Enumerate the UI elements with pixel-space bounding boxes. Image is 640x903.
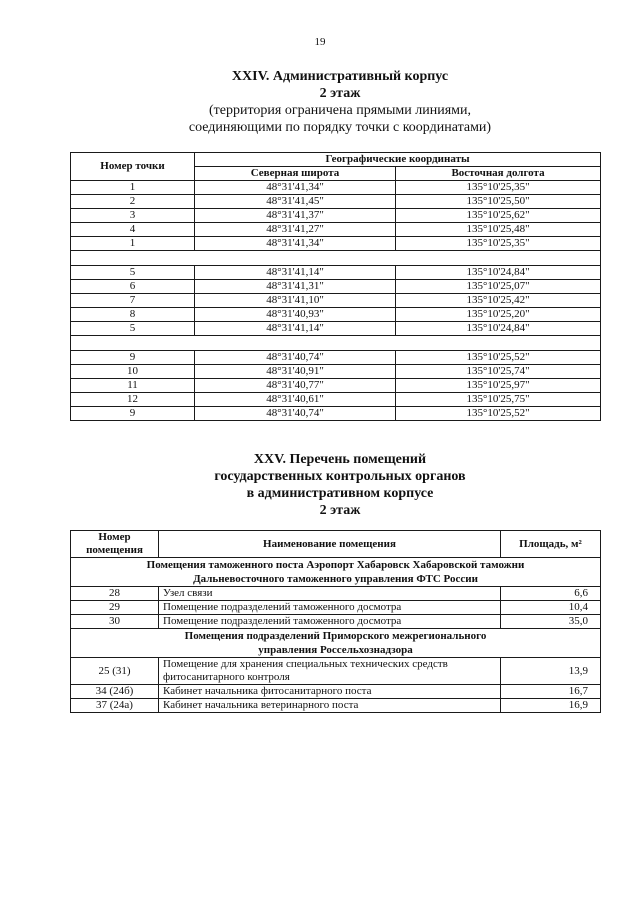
lat-cell: 48°31'41,10": [195, 294, 396, 308]
table-row: [71, 407, 601, 421]
room-area-cell: 35,0: [501, 615, 601, 629]
table-row: [71, 237, 601, 251]
table-row: [71, 294, 601, 308]
lat-cell: 48°31'41,14": [195, 266, 396, 280]
room-number-cell: 29: [71, 601, 159, 615]
lon-cell: 135°10'25,50": [396, 195, 601, 209]
room-name-cell: Кабинет начальника фитосанитарного поста: [159, 685, 501, 699]
section-24-note-line1: (территория ограничена прямыми линиями,: [208, 103, 472, 118]
group-separator: [71, 251, 601, 266]
table-row: [71, 393, 601, 407]
room-name-cell: [159, 658, 501, 685]
section-25-heading: [0, 451, 640, 519]
lat-cell: 48°31'40,74": [195, 407, 396, 421]
lon-cell: 135°10'25,48": [396, 223, 601, 237]
lat-cell: 48°31'41,14": [195, 322, 396, 336]
page-number: 19: [314, 36, 326, 48]
room-number-cell: 34 (24б): [71, 685, 159, 699]
point-cell: 4: [71, 223, 195, 237]
lon-cell: 135°10'25,62": [396, 209, 601, 223]
table-row: [71, 699, 601, 713]
table-row: [71, 615, 601, 629]
section-25-floor: 2 этаж: [319, 503, 361, 518]
room-name-line2: фитосанитарного контроля: [163, 671, 290, 683]
section-title-line2: Дальневосточного таможенного управления ФТС России: [193, 573, 478, 585]
room-area-cell: 13,9: [501, 658, 601, 685]
section-24-note-line2: соединяющими по порядку точки с координатами): [188, 120, 492, 135]
lon-cell: 135°10'25,42": [396, 294, 601, 308]
table-row: [71, 322, 601, 336]
point-cell: 9: [71, 351, 195, 365]
table-row: [71, 587, 601, 601]
lat-cell: 48°31'41,34": [195, 181, 396, 195]
section-title-line1: Помещения таможенного поста Аэропорт Хабаровск Хабаровской таможни: [146, 559, 525, 571]
point-cell: 5: [71, 266, 195, 280]
lon-cell: 135°10'25,35": [396, 237, 601, 251]
point-cell: 8: [71, 308, 195, 322]
separator-cell: [71, 336, 601, 351]
col-room-number-line2: помещения: [86, 544, 143, 556]
lon-cell: 135°10'25,20": [396, 308, 601, 322]
separator-cell: [71, 251, 601, 266]
room-number-cell: 37 (24а): [71, 699, 159, 713]
section-row: [71, 629, 601, 658]
col-geo-header: Географические координаты: [195, 153, 601, 167]
col-point-header: Номер точки: [71, 153, 195, 181]
lat-cell: 48°31'41,37": [195, 209, 396, 223]
section-title-line1: Помещения подразделений Приморского межрегионального: [184, 630, 487, 642]
section-24-floor: 2 этаж: [319, 86, 361, 101]
lat-cell: 48°31'41,34": [195, 237, 396, 251]
room-number-cell: 30: [71, 615, 159, 629]
room-area-cell: 10,4: [501, 601, 601, 615]
section-title-rosselkhoznadzor: [71, 629, 601, 658]
point-cell: 7: [71, 294, 195, 308]
room-name-line1: Помещение для хранения специальных технических средств: [163, 658, 448, 670]
lat-cell: 48°31'41,31": [195, 280, 396, 294]
lon-cell: 135°10'25,52": [396, 407, 601, 421]
col-lon-header: Восточная долгота: [396, 167, 601, 181]
table-row: [71, 308, 601, 322]
point-cell: 2: [71, 195, 195, 209]
table-row: [71, 280, 601, 294]
table-row: [71, 379, 601, 393]
point-cell: 6: [71, 280, 195, 294]
room-area-cell: 6,6: [501, 587, 601, 601]
lon-cell: 135°10'25,07": [396, 280, 601, 294]
section-25-line3: в административном корпусе: [246, 486, 434, 501]
point-cell: 9: [71, 407, 195, 421]
lat-cell: 48°31'40,77": [195, 379, 396, 393]
rooms-table: [70, 530, 601, 713]
point-cell: 3: [71, 209, 195, 223]
point-cell: 10: [71, 365, 195, 379]
point-cell: 11: [71, 379, 195, 393]
lat-cell: 48°31'41,45": [195, 195, 396, 209]
room-area-cell: 16,7: [501, 685, 601, 699]
lon-cell: 135°10'25,74": [396, 365, 601, 379]
col-room-number-header: [71, 531, 159, 558]
lon-cell: 135°10'24,84": [396, 266, 601, 280]
room-name-cell: Помещение подразделений таможенного досмотра: [159, 601, 501, 615]
section-25-line1: XXV. Перечень помещений: [253, 452, 427, 467]
section-title-customs: [71, 558, 601, 587]
room-area-cell: 16,9: [501, 699, 601, 713]
section-24-heading: [0, 68, 640, 136]
lat-cell: 48°31'40,93": [195, 308, 396, 322]
section-25-line2: государственных контрольных органов: [214, 469, 466, 484]
lon-cell: 135°10'25,97": [396, 379, 601, 393]
lat-cell: 48°31'40,61": [195, 393, 396, 407]
col-room-name-header: Наименование помещения: [159, 531, 501, 558]
lon-cell: 135°10'25,35": [396, 181, 601, 195]
lat-cell: 48°31'40,91": [195, 365, 396, 379]
table-row: [71, 223, 601, 237]
lat-cell: 48°31'40,74": [195, 351, 396, 365]
lon-cell: 135°10'25,52": [396, 351, 601, 365]
point-cell: 12: [71, 393, 195, 407]
group-separator: [71, 336, 601, 351]
coordinates-table: [70, 152, 601, 421]
table-row: [71, 658, 601, 685]
point-cell: 1: [71, 237, 195, 251]
section-row: [71, 558, 601, 587]
col-lat-header: Северная широта: [195, 167, 396, 181]
table-row: [71, 601, 601, 615]
lat-cell: 48°31'41,27": [195, 223, 396, 237]
section-title-line2: управления Россельхознадзора: [258, 644, 413, 656]
table-row: [71, 209, 601, 223]
table-row: [71, 351, 601, 365]
lon-cell: 135°10'24,84": [396, 322, 601, 336]
room-number-cell: 25 (31): [71, 658, 159, 685]
table-row: [71, 365, 601, 379]
room-number-cell: 28: [71, 587, 159, 601]
col-area-header: Площадь, м²: [501, 531, 601, 558]
section-24-title: XXIV. Административный корпус: [231, 69, 449, 84]
table-row: [71, 181, 601, 195]
point-cell: 1: [71, 181, 195, 195]
room-name-cell: Узел связи: [159, 587, 501, 601]
room-name-cell: Кабинет начальника ветеринарного поста: [159, 699, 501, 713]
lon-cell: 135°10'25,75": [396, 393, 601, 407]
table-row: [71, 266, 601, 280]
col-room-number-line1: Номер: [98, 531, 131, 543]
point-cell: 5: [71, 322, 195, 336]
table-row: [71, 195, 601, 209]
table-row: [71, 685, 601, 699]
room-name-cell: Помещение подразделений таможенного досмотра: [159, 615, 501, 629]
